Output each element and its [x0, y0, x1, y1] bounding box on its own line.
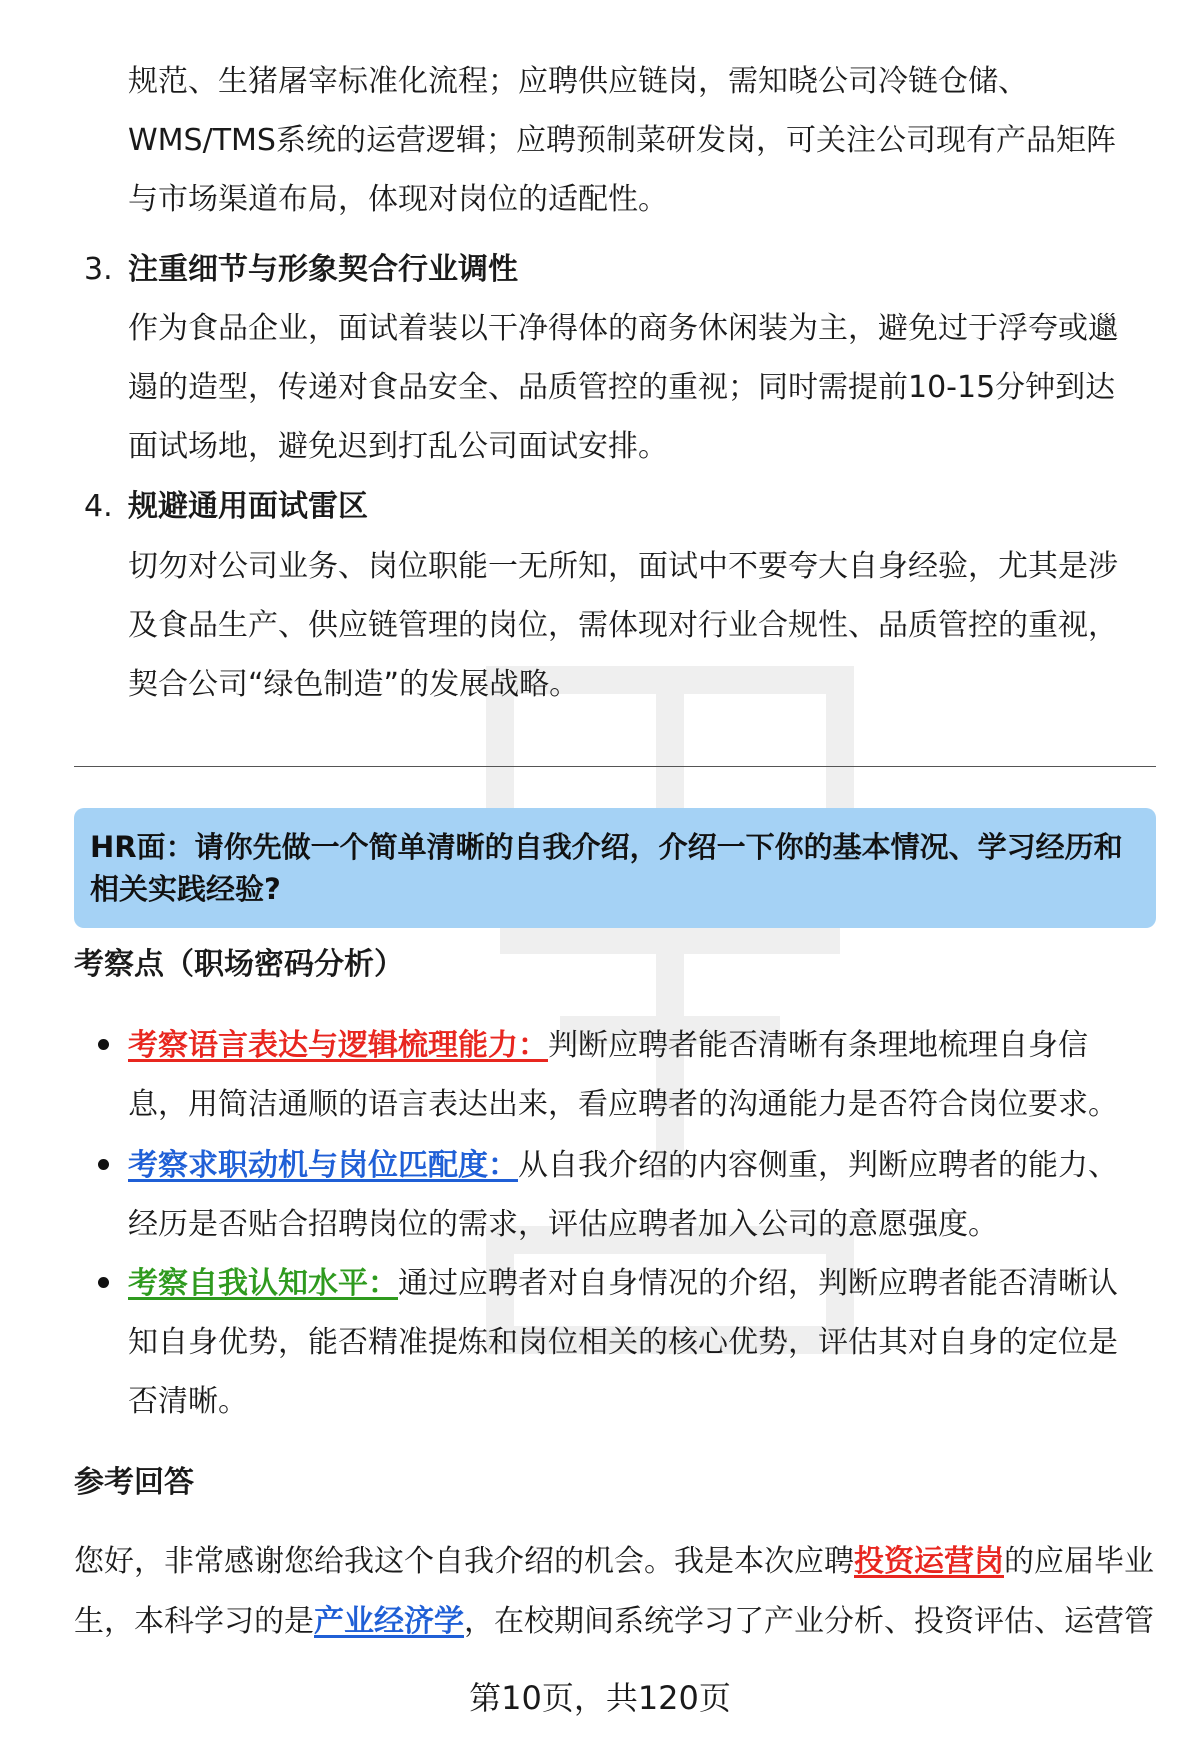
bullet-item [128, 1254, 1138, 1431]
item-number: 3. [84, 252, 113, 287]
item-title: 注重细节与形象契合行业调性 [128, 252, 518, 287]
bullet-label: 考察自我认知水平： [128, 1266, 398, 1301]
answer-paragraph [74, 1532, 1159, 1652]
analysis-heading: 考察点（职场密码分析） [74, 947, 404, 982]
answer-highlight-position: 投资运营岗 [854, 1544, 1004, 1579]
bullet-dot-icon [98, 1277, 109, 1288]
bullet-item [128, 1136, 1138, 1254]
numbered-item-4 [84, 477, 1144, 536]
bullet-text: 从自我介绍的内容侧重，判断应聘者的能力、经历是否贴合招聘岗位的需求，评估应聘者加入公司的意愿强度。 [128, 1148, 1118, 1242]
answer-highlight-major: 产业经济学 [314, 1604, 464, 1639]
numbered-item-3-body: 作为食品企业，面试着装以干净得体的商务休闲装为主，避免过于浮夸或邋遢的造型，传递对食品安全、品质管控的重视；同时需提前10-15分钟到达面试场地，避免迟到打乱公司面试安排。 [128, 311, 1118, 464]
answer-text: 的应届毕业生，本科学习的是 [74, 1544, 1154, 1639]
hr-question-text: HR面：请你先做一个简单清晰的自我介绍，介绍一下你的基本情况、学习经历和相关实践经验? [90, 830, 1123, 906]
bullet-label: 考察求职动机与岗位匹配度： [128, 1148, 518, 1183]
numbered-item-3 [84, 240, 1144, 299]
answer-text: 您好，非常感谢您给我这个自我介绍的机会。我是本次应聘 [74, 1544, 854, 1579]
answer-text: ，在校期间系统学习了产业分析、投资评估、运营管 [464, 1604, 1154, 1639]
hr-question-box [74, 808, 1156, 928]
item-title: 规避通用面试雷区 [128, 489, 368, 524]
bullet-item [128, 1016, 1138, 1134]
bullet-dot-icon [98, 1039, 109, 1050]
item-number: 4. [84, 489, 113, 524]
bullet-text: 通过应聘者对自身情况的介绍，判断应聘者能否清晰认知自身优势，能否精准提炼和岗位相关的核心优势，评估其对自身的定位是否清晰。 [128, 1266, 1118, 1419]
continued-paragraph: 规范、生猪屠宰标准化流程；应聘供应链岗，需知晓公司冷链仓储、WMS/TMS系统的运营逻辑；应聘预制菜研发岗，可关注公司现有产品矩阵与市场渠道布局，体现对岗位的适配性。 [128, 64, 1116, 217]
bullet-text: 判断应聘者能否清晰有条理地梳理自身信息，用简洁通顺的语言表达出来，看应聘者的沟通能力是否符合岗位要求。 [128, 1028, 1118, 1122]
answer-heading: 参考回答 [74, 1465, 194, 1500]
bullet-dot-icon [98, 1159, 109, 1170]
numbered-item-4-body: 切勿对公司业务、岗位职能一无所知，面试中不要夸大自身经验，尤其是涉及食品生产、供应链管理的岗位，需体现对行业合规性、品质管控的重视，契合公司“绿色制造”的发展战略。 [128, 549, 1118, 702]
section-divider [74, 766, 1156, 767]
page-number-footer: 第10页，共120页 [469, 1679, 731, 1717]
bullet-label: 考察语言表达与逻辑梳理能力： [128, 1028, 548, 1063]
